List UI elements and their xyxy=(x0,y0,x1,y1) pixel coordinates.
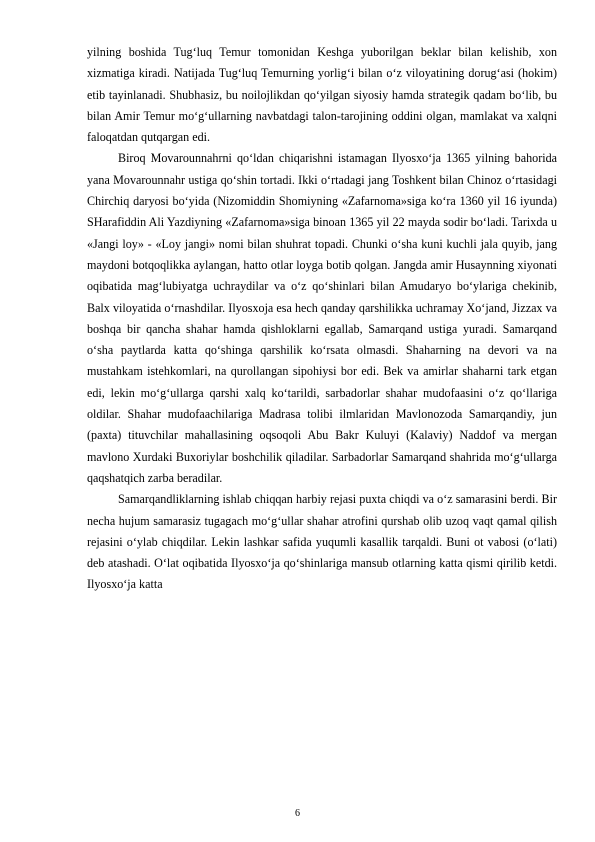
paragraph-2: Biroq Movarounnahrni qo‘ldan chiqarishni istamagan Ilyosxo‘ja 1365 yilning bahorida yana Movarounnahr ustiga qo‘shin tortadi. Ikki o‘rtadagi jang Toshkent bilan Chinoz o‘rtasidagi Chirchiq daryosi bo‘yida (Nizomiddin Shomiyning «Zafarnoma»siga ko‘ra 1360 yil 16 iyunda) SHarafiddin Ali Yazdiyning «Zafarnoma»siga binoan 1365 yil 22 mayda sodir bo‘ladi. Tarixda u «Jangi loy» - «Loy jangi» nomi bilan shuhrat topadi. Chunki o‘sha kuni kuchli jala quyib, jang maydoni botqoqlikka aylangan, hatto otlar loyga botib qolgan. Jangda amir Husaynning xiyonati oqibatida mag‘lubiyatga uchraydilar va o‘z qo‘shinlari bilan Amudaryo bo‘ylariga chekinib, Balx viloyatida o‘rnashdilar. Ilyosxoja esa hech qanday qarshilikka uchramay Xo‘jand, Jizzax va boshqa bir qancha shahar hamda qishloklarni egallab, Samarqand ustiga yuradi. Samarqand o‘sha paytlarda katta qo‘shinga qarshilik ko‘rsata olmasdi. Shaharning na devori va na mustahkam istehkomlari, na qurollangan sipohiysi bor edi. Bek va amirlar shaharni tark etgan edi, lekin mo‘g‘ullarga qarshi xalq ko‘tarildi, sarbadorlar shahar mudofaasini o‘z qo‘llariga oldilar. Shahar mudofaachilariga Madrasa tolibi ilmlaridan Mavlonozoda Samarqandiy, jun (paxta) tituvchilar mahallasining oqsoqoli Abu Bakr Kuluyi (Kalaviy) Naddof va mergan mavlono Xurdaki Buxoriylar boshchilik qiladilar. Sarbadorlar Samarqand shahrida mo‘g‘ullarga qaqshatqich zarba beradilar. xyxy=(87,151,557,485)
paragraph-1: yilning boshida Tug‘luq Temur tomonidan Keshga yuborilgan beklar bilan kelishib, xon xizmatiga kiradi. Natijada Tug‘luq Temurning yorlig‘i bilan o‘z viloyatining dorug‘asi (hokim) etib tayinlanadi. Shubhasiz, bu noilojlikdan qo‘yilgan siyosiy hamda strategik qadam bo‘lib, bu bilan Amir Temur mo‘g‘ullarning navbatdagi talon-tarojining oddini olgan, mamlakat va xalqni faloqatdan qutqargan edi. xyxy=(87,45,557,145)
page-body xyxy=(87,42,557,596)
page-number: 6 xyxy=(295,808,300,819)
paragraph-3: Samarqandliklarning ishlab chiqqan harbiy rejasi puxta chiqdi va o‘z samarasini berdi. Bir necha hujum samarasiz tugagach mo‘g‘ullar shahar atrofini qurshab olib uzoq vaqt qamal qilish rejasini o‘ylab chiqdilar. Lekin lashkar safida yuqumli kasallik tarqaldi. Buni ot vabosi (o‘lati) deb atashadi. O‘lat oqibatida Ilyosxo‘ja qo‘shinlariga mansub otlarning katta qismi qirilib ketdi. Ilyosxo‘ja katta xyxy=(87,492,557,592)
